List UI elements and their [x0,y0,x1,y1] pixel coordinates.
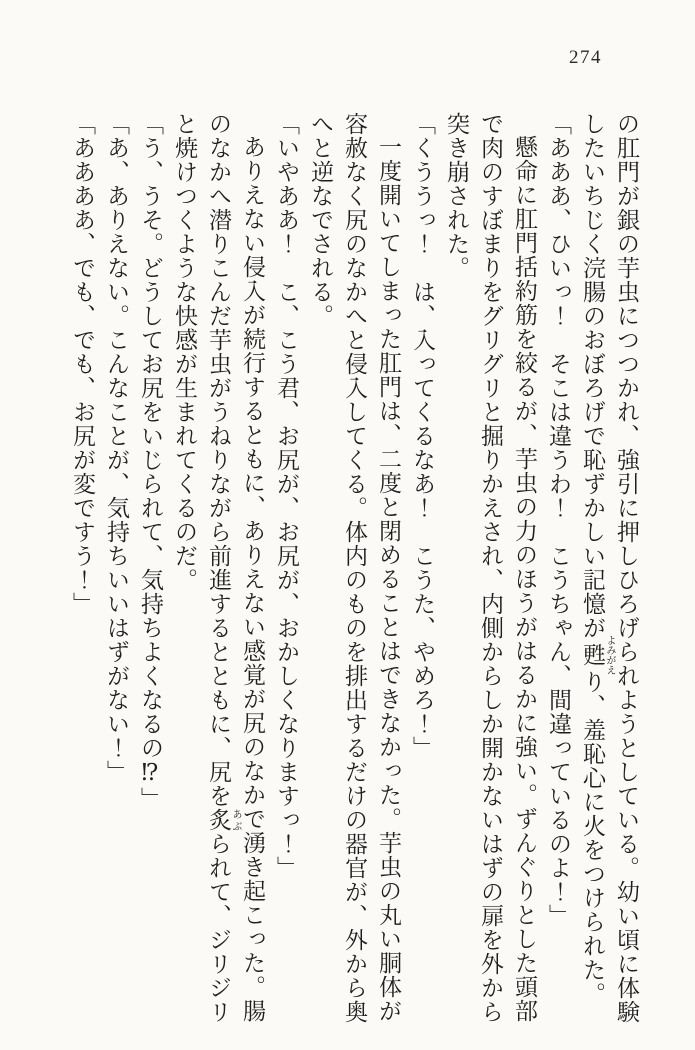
narration-paragraph: 懸命に肛門括約筋を絞るが、芋虫の力のほうがはるかに強い。ずんぐりとした頭部で肉のすぼまりをグリグリと掘りかえされ、内側からしか開かないはずの扉を外から突き崩された。 [444,112,537,1024]
narration-paragraph: の肛門が銀の芋虫につつかれ、強引に押しひろげられようとしている。幼い頃に体験したいちじく浣腸のおぼろげで恥ずかしい記憶が甦 よみがえり、羞恥心に火をつけられた。 [580,112,639,1024]
dialogue-paragraph: 「う、うそ。どうしてお尻をいじられて、気持ちよくなるの⁉」 [138,112,163,811]
dialogue-paragraph: 「ああああ、でも、でも、お尻が変ですう！」 [70,112,95,616]
furigana-ruby: 炙 あぶ [206,808,241,832]
dialogue-paragraph: 「あ、ありえない。こんなことが、気持ちいいはずがない！」 [104,112,129,784]
page-text [65,112,643,1024]
page-number: 274 [569,47,602,68]
dialogue-paragraph: 「いやああ！ こ、こう君、お尻が、お尻が、おかしくなりますっ！」 [274,112,299,880]
furigana-ruby: 甦 よみがえ [580,635,615,675]
narration-paragraph: 一度開いてしまった肛門は、二度と閉めることはできなかった。芋虫の丸い胴体が容赦なく尻のなかへと侵入してくる。体内のものを排出するだけの器官が、外から奥へと逆なでされる。 [308,112,401,1024]
dialogue-paragraph: 「あああ、ひいっ！ そこは違うわ！ こうちゃん、間違っているのよ！」 [546,112,571,928]
narration-paragraph: ありえない侵入が続行するともに、ありえない感覚が尻のなかで湧き起こった。腸のなかへ潜りこんだ芋虫がうねりながら前進するとともに、尻を炙 あぶられて、ジリジリと焼けつくような快感が生まれてくるのだ。 [172,112,265,1024]
dialogue-paragraph: 「くううっ！ は、入ってくるなあ！ こうた、やめろ！」 [410,112,435,760]
